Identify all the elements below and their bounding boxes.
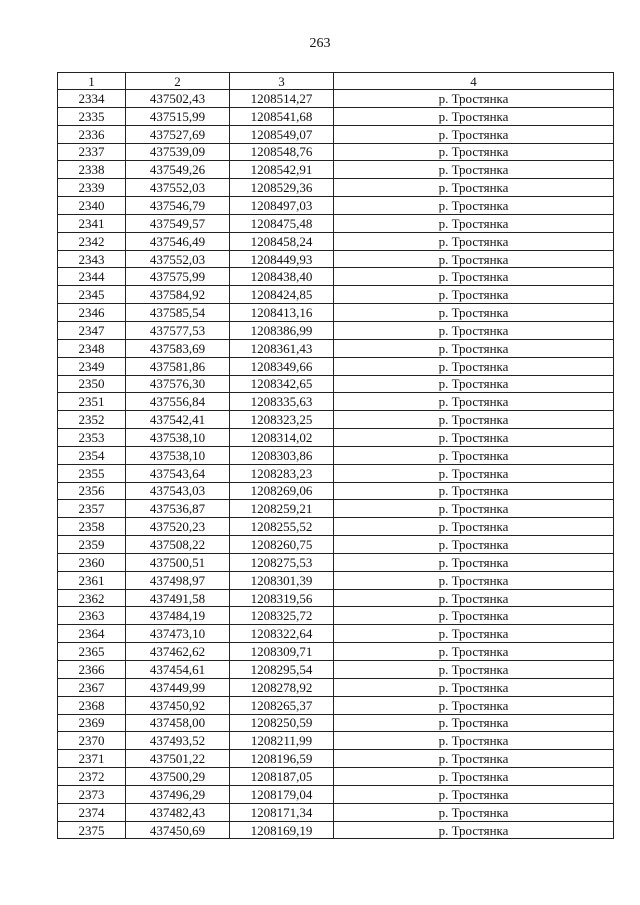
y-coordinate-cell: 1208458,24 — [230, 232, 334, 250]
description-cell: р. Тростянка — [334, 500, 614, 518]
y-coordinate-cell: 1208325,72 — [230, 607, 334, 625]
point-number-cell: 2339 — [58, 179, 126, 197]
description-cell: р. Тростянка — [334, 214, 614, 232]
point-number-cell: 2375 — [58, 821, 126, 839]
table-row — [58, 125, 614, 143]
description-cell: р. Тростянка — [334, 125, 614, 143]
point-number-cell: 2346 — [58, 304, 126, 322]
x-coordinate-cell: 437458,00 — [126, 714, 230, 732]
x-coordinate-cell: 437473,10 — [126, 625, 230, 643]
y-coordinate-cell: 1208542,91 — [230, 161, 334, 179]
description-cell: р. Тростянка — [334, 286, 614, 304]
description-cell: р. Тростянка — [334, 411, 614, 429]
description-cell: р. Тростянка — [334, 518, 614, 536]
point-number-cell: 2373 — [58, 785, 126, 803]
x-coordinate-cell: 437543,64 — [126, 464, 230, 482]
table-row — [58, 357, 614, 375]
description-cell: р. Тростянка — [334, 785, 614, 803]
table-row — [58, 446, 614, 464]
x-coordinate-cell: 437500,51 — [126, 553, 230, 571]
point-number-cell: 2352 — [58, 411, 126, 429]
x-coordinate-cell: 437538,10 — [126, 446, 230, 464]
column-header-1: 1 — [58, 73, 126, 90]
x-coordinate-cell: 437491,58 — [126, 589, 230, 607]
x-coordinate-cell: 437581,86 — [126, 357, 230, 375]
table-row — [58, 143, 614, 161]
y-coordinate-cell: 1208548,76 — [230, 143, 334, 161]
table-row — [58, 696, 614, 714]
table-row — [58, 643, 614, 661]
x-coordinate-cell: 437556,84 — [126, 393, 230, 411]
y-coordinate-cell: 1208196,59 — [230, 750, 334, 768]
table-row — [58, 304, 614, 322]
x-coordinate-cell: 437501,22 — [126, 750, 230, 768]
coordinates-table — [57, 72, 614, 839]
x-coordinate-cell: 437493,52 — [126, 732, 230, 750]
x-coordinate-cell: 437542,41 — [126, 411, 230, 429]
x-coordinate-cell: 437508,22 — [126, 536, 230, 554]
y-coordinate-cell: 1208549,07 — [230, 125, 334, 143]
y-coordinate-cell: 1208211,99 — [230, 732, 334, 750]
y-coordinate-cell: 1208269,06 — [230, 482, 334, 500]
column-header-2: 2 — [126, 73, 230, 90]
x-coordinate-cell: 437549,57 — [126, 214, 230, 232]
point-number-cell: 2350 — [58, 375, 126, 393]
y-coordinate-cell: 1208171,34 — [230, 803, 334, 821]
table-row — [58, 286, 614, 304]
point-number-cell: 2365 — [58, 643, 126, 661]
point-number-cell: 2345 — [58, 286, 126, 304]
x-coordinate-cell: 437585,54 — [126, 304, 230, 322]
y-coordinate-cell: 1208314,02 — [230, 429, 334, 447]
point-number-cell: 2364 — [58, 625, 126, 643]
point-number-cell: 2360 — [58, 553, 126, 571]
y-coordinate-cell: 1208497,03 — [230, 197, 334, 215]
description-cell: р. Тростянка — [334, 607, 614, 625]
y-coordinate-cell: 1208250,59 — [230, 714, 334, 732]
x-coordinate-cell: 437549,26 — [126, 161, 230, 179]
y-coordinate-cell: 1208361,43 — [230, 339, 334, 357]
table-row — [58, 429, 614, 447]
table-row — [58, 214, 614, 232]
y-coordinate-cell: 1208278,92 — [230, 678, 334, 696]
table-row — [58, 321, 614, 339]
table-row — [58, 339, 614, 357]
description-cell: р. Тростянка — [334, 339, 614, 357]
table-row — [58, 393, 614, 411]
x-coordinate-cell: 437520,23 — [126, 518, 230, 536]
x-coordinate-cell: 437538,10 — [126, 429, 230, 447]
point-number-cell: 2369 — [58, 714, 126, 732]
y-coordinate-cell: 1208386,99 — [230, 321, 334, 339]
table-row — [58, 821, 614, 839]
x-coordinate-cell: 437500,29 — [126, 768, 230, 786]
table-row — [58, 107, 614, 125]
y-coordinate-cell: 1208255,52 — [230, 518, 334, 536]
point-number-cell: 2344 — [58, 268, 126, 286]
point-number-cell: 2353 — [58, 429, 126, 447]
x-coordinate-cell: 437576,30 — [126, 375, 230, 393]
y-coordinate-cell: 1208475,48 — [230, 214, 334, 232]
point-number-cell: 2340 — [58, 197, 126, 215]
description-cell: р. Тростянка — [334, 714, 614, 732]
table-row — [58, 268, 614, 286]
y-coordinate-cell: 1208169,19 — [230, 821, 334, 839]
x-coordinate-cell: 437498,97 — [126, 571, 230, 589]
description-cell: р. Тростянка — [334, 732, 614, 750]
description-cell: р. Тростянка — [334, 393, 614, 411]
point-number-cell: 2351 — [58, 393, 126, 411]
point-number-cell: 2367 — [58, 678, 126, 696]
point-number-cell: 2343 — [58, 250, 126, 268]
table-row — [58, 250, 614, 268]
description-cell: р. Тростянка — [334, 803, 614, 821]
y-coordinate-cell: 1208323,25 — [230, 411, 334, 429]
table-row — [58, 179, 614, 197]
description-cell: р. Тростянка — [334, 696, 614, 714]
table-row — [58, 732, 614, 750]
description-cell: р. Тростянка — [334, 643, 614, 661]
point-number-cell: 2348 — [58, 339, 126, 357]
y-coordinate-cell: 1208260,75 — [230, 536, 334, 554]
table-row — [58, 411, 614, 429]
y-coordinate-cell: 1208514,27 — [230, 90, 334, 108]
point-number-cell: 2361 — [58, 571, 126, 589]
description-cell: р. Тростянка — [334, 464, 614, 482]
point-number-cell: 2357 — [58, 500, 126, 518]
description-cell: р. Тростянка — [334, 661, 614, 679]
description-cell: р. Тростянка — [334, 232, 614, 250]
x-coordinate-cell: 437462,62 — [126, 643, 230, 661]
description-cell: р. Тростянка — [334, 179, 614, 197]
table-row — [58, 553, 614, 571]
description-cell: р. Тростянка — [334, 161, 614, 179]
table-row — [58, 625, 614, 643]
description-cell: р. Тростянка — [334, 321, 614, 339]
description-cell: р. Тростянка — [334, 553, 614, 571]
y-coordinate-cell: 1208295,54 — [230, 661, 334, 679]
x-coordinate-cell: 437575,99 — [126, 268, 230, 286]
x-coordinate-cell: 437482,43 — [126, 803, 230, 821]
point-number-cell: 2371 — [58, 750, 126, 768]
table-row — [58, 607, 614, 625]
x-coordinate-cell: 437484,19 — [126, 607, 230, 625]
description-cell: р. Тростянка — [334, 304, 614, 322]
y-coordinate-cell: 1208349,66 — [230, 357, 334, 375]
table-row — [58, 571, 614, 589]
table-row — [58, 500, 614, 518]
description-cell: р. Тростянка — [334, 375, 614, 393]
point-number-cell: 2362 — [58, 589, 126, 607]
point-number-cell: 2338 — [58, 161, 126, 179]
point-number-cell: 2354 — [58, 446, 126, 464]
y-coordinate-cell: 1208342,65 — [230, 375, 334, 393]
point-number-cell: 2359 — [58, 536, 126, 554]
y-coordinate-cell: 1208319,56 — [230, 589, 334, 607]
x-coordinate-cell: 437539,09 — [126, 143, 230, 161]
y-coordinate-cell: 1208413,16 — [230, 304, 334, 322]
point-number-cell: 2341 — [58, 214, 126, 232]
description-cell: р. Тростянка — [334, 357, 614, 375]
y-coordinate-cell: 1208179,04 — [230, 785, 334, 803]
point-number-cell: 2336 — [58, 125, 126, 143]
point-number-cell: 2349 — [58, 357, 126, 375]
point-number-cell: 2372 — [58, 768, 126, 786]
y-coordinate-cell: 1208303,86 — [230, 446, 334, 464]
description-cell: р. Тростянка — [334, 821, 614, 839]
point-number-cell: 2374 — [58, 803, 126, 821]
description-cell: р. Тростянка — [334, 750, 614, 768]
x-coordinate-cell: 437502,43 — [126, 90, 230, 108]
table-row — [58, 589, 614, 607]
point-number-cell: 2368 — [58, 696, 126, 714]
description-cell: р. Тростянка — [334, 143, 614, 161]
table-row — [58, 785, 614, 803]
y-coordinate-cell: 1208449,93 — [230, 250, 334, 268]
point-number-cell: 2356 — [58, 482, 126, 500]
point-number-cell: 2370 — [58, 732, 126, 750]
table-row — [58, 661, 614, 679]
point-number-cell: 2334 — [58, 90, 126, 108]
description-cell: р. Тростянка — [334, 90, 614, 108]
x-coordinate-cell: 437546,79 — [126, 197, 230, 215]
table-row — [58, 197, 614, 215]
description-cell: р. Тростянка — [334, 571, 614, 589]
point-number-cell: 2337 — [58, 143, 126, 161]
table-row — [58, 803, 614, 821]
column-header-4: 4 — [334, 73, 614, 90]
description-cell: р. Тростянка — [334, 536, 614, 554]
x-coordinate-cell: 437450,92 — [126, 696, 230, 714]
table-row — [58, 768, 614, 786]
x-coordinate-cell: 437584,92 — [126, 286, 230, 304]
table-header-row — [58, 73, 614, 90]
x-coordinate-cell: 437546,49 — [126, 232, 230, 250]
table-row — [58, 482, 614, 500]
table-row — [58, 714, 614, 732]
description-cell: р. Тростянка — [334, 625, 614, 643]
column-header-3: 3 — [230, 73, 334, 90]
description-cell: р. Тростянка — [334, 268, 614, 286]
y-coordinate-cell: 1208301,39 — [230, 571, 334, 589]
table-row — [58, 750, 614, 768]
y-coordinate-cell: 1208424,85 — [230, 286, 334, 304]
y-coordinate-cell: 1208275,53 — [230, 553, 334, 571]
page-number: 263 — [309, 36, 331, 51]
y-coordinate-cell: 1208322,64 — [230, 625, 334, 643]
table-row — [58, 464, 614, 482]
description-cell: р. Тростянка — [334, 107, 614, 125]
description-cell: р. Тростянка — [334, 678, 614, 696]
x-coordinate-cell: 437450,69 — [126, 821, 230, 839]
description-cell: р. Тростянка — [334, 482, 614, 500]
point-number-cell: 2347 — [58, 321, 126, 339]
table-row — [58, 678, 614, 696]
point-number-cell: 2355 — [58, 464, 126, 482]
x-coordinate-cell: 437583,69 — [126, 339, 230, 357]
description-cell: р. Тростянка — [334, 197, 614, 215]
y-coordinate-cell: 1208335,63 — [230, 393, 334, 411]
x-coordinate-cell: 437527,69 — [126, 125, 230, 143]
x-coordinate-cell: 437454,61 — [126, 661, 230, 679]
y-coordinate-cell: 1208309,71 — [230, 643, 334, 661]
description-cell: р. Тростянка — [334, 768, 614, 786]
table-row — [58, 536, 614, 554]
point-number-cell: 2342 — [58, 232, 126, 250]
x-coordinate-cell: 437536,87 — [126, 500, 230, 518]
y-coordinate-cell: 1208283,23 — [230, 464, 334, 482]
point-number-cell: 2363 — [58, 607, 126, 625]
description-cell: р. Тростянка — [334, 429, 614, 447]
table-row — [58, 161, 614, 179]
y-coordinate-cell: 1208265,37 — [230, 696, 334, 714]
description-cell: р. Тростянка — [334, 589, 614, 607]
table-row — [58, 90, 614, 108]
x-coordinate-cell: 437449,99 — [126, 678, 230, 696]
table-body — [58, 90, 614, 839]
description-cell: р. Тростянка — [334, 250, 614, 268]
table-row — [58, 232, 614, 250]
table-row — [58, 375, 614, 393]
x-coordinate-cell: 437496,29 — [126, 785, 230, 803]
point-number-cell: 2366 — [58, 661, 126, 679]
y-coordinate-cell: 1208541,68 — [230, 107, 334, 125]
y-coordinate-cell: 1208529,36 — [230, 179, 334, 197]
x-coordinate-cell: 437543,03 — [126, 482, 230, 500]
x-coordinate-cell: 437552,03 — [126, 250, 230, 268]
point-number-cell: 2335 — [58, 107, 126, 125]
table-row — [58, 518, 614, 536]
description-cell: р. Тростянка — [334, 446, 614, 464]
point-number-cell: 2358 — [58, 518, 126, 536]
x-coordinate-cell: 437515,99 — [126, 107, 230, 125]
y-coordinate-cell: 1208187,05 — [230, 768, 334, 786]
y-coordinate-cell: 1208438,40 — [230, 268, 334, 286]
x-coordinate-cell: 437552,03 — [126, 179, 230, 197]
y-coordinate-cell: 1208259,21 — [230, 500, 334, 518]
x-coordinate-cell: 437577,53 — [126, 321, 230, 339]
